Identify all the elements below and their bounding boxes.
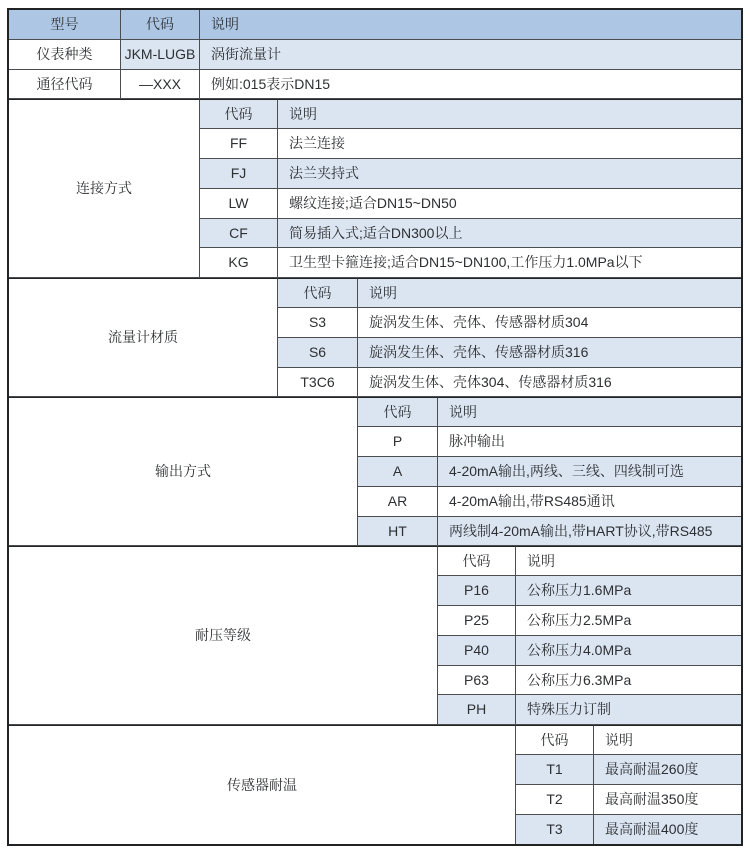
section-output-mode-item-P-desc: 脉冲输出 [438, 427, 741, 457]
section-sensor-temperature-label: 传感器耐温 [9, 725, 516, 844]
section-pressure-rating-item-PH-code: PH [438, 695, 516, 725]
section-output-mode-subheader-code: 代码 [358, 397, 438, 427]
section-output-mode-item-A-code: A [358, 457, 438, 487]
spec-selection-table [7, 8, 743, 846]
section-meter-material-label: 流量计材质 [9, 278, 278, 397]
main-header-code-cell: 代码 [121, 10, 200, 40]
section-output-mode-item-HT-code: HT [358, 517, 438, 547]
section-connection-type-subheader-desc: 说明 [278, 99, 741, 129]
main-header-model-cell: 型号 [9, 10, 121, 40]
row-diameter-code-desc: 例如:015表示DN15 [200, 70, 741, 100]
section-pressure-rating-item-P63-code: P63 [438, 666, 516, 696]
row-instrument-type-label: 仪表种类 [9, 40, 121, 70]
section-meter-material-item-S3-desc: 旋涡发生体、壳体、传感器材质304 [358, 308, 741, 338]
section-meter-material-item-S6-code: S6 [278, 338, 358, 368]
section-pressure-rating-subheader-code: 代码 [438, 546, 516, 576]
section-meter-material-item-S6-desc: 旋涡发生体、壳体、传感器材质316 [358, 338, 741, 368]
section-sensor-temperature-subheader-desc: 说明 [594, 725, 741, 755]
section-sensor-temperature-item-T2-desc: 最高耐温350度 [594, 785, 741, 815]
section-output-mode-item-P-code: P [358, 427, 438, 457]
section-sensor-temperature-item-T1-code: T1 [516, 755, 594, 785]
section-sensor-temperature-item-T3-code: T3 [516, 815, 594, 845]
section-sensor-temperature-item-T2-code: T2 [516, 785, 594, 815]
section-sensor-temperature-item-T1-desc: 最高耐温260度 [594, 755, 741, 785]
section-pressure-rating-item-P16-desc: 公称压力1.6MPa [516, 576, 741, 606]
section-connection-type-item-KG-desc: 卫生型卡箍连接;适合DN15~DN100,工作压力1.0MPa以下 [278, 248, 741, 278]
section-connection-type-item-CF-desc: 简易插入式;适合DN300以上 [278, 219, 741, 249]
section-connection-type-item-FJ-desc: 法兰夹持式 [278, 159, 741, 189]
section-pressure-rating-label: 耐压等级 [9, 546, 438, 725]
section-connection-type-label: 连接方式 [9, 99, 200, 278]
section-meter-material-item-T3C6-code: T3C6 [278, 368, 358, 398]
section-pressure-rating-subheader-desc: 说明 [516, 546, 741, 576]
section-connection-type-item-CF-code: CF [200, 219, 278, 249]
section-connection-type-item-FJ-code: FJ [200, 159, 278, 189]
section-meter-material-item-T3C6-desc: 旋涡发生体、壳体304、传感器材质316 [358, 368, 741, 398]
section-sensor-temperature-subheader-code: 代码 [516, 725, 594, 755]
section-meter-material-subheader-desc: 说明 [358, 278, 741, 308]
section-meter-material-item-S3-code: S3 [278, 308, 358, 338]
section-output-mode-subheader-desc: 说明 [438, 397, 741, 427]
section-pressure-rating-item-P25-code: P25 [438, 606, 516, 636]
row-diameter-code-code: —XXX [121, 70, 200, 100]
section-connection-type-item-FF-desc: 法兰连接 [278, 129, 741, 159]
row-diameter-code-label: 通径代码 [9, 70, 121, 100]
section-pressure-rating-item-P16-code: P16 [438, 576, 516, 606]
section-connection-type-item-KG-code: KG [200, 248, 278, 278]
section-meter-material-subheader-code: 代码 [278, 278, 358, 308]
row-instrument-type-desc: 涡街流量计 [200, 40, 741, 70]
section-pressure-rating-item-PH-desc: 特殊压力订制 [516, 695, 741, 725]
section-connection-type-item-LW-code: LW [200, 189, 278, 219]
section-connection-type-item-FF-code: FF [200, 129, 278, 159]
section-pressure-rating-item-P40-desc: 公称压力4.0MPa [516, 636, 741, 666]
section-sensor-temperature-item-T3-desc: 最高耐温400度 [594, 815, 741, 845]
section-pressure-rating-item-P63-desc: 公称压力6.3MPa [516, 666, 741, 696]
section-connection-type-subheader-code: 代码 [200, 99, 278, 129]
section-output-mode-item-AR-desc: 4-20mA输出,带RS485通讯 [438, 487, 741, 517]
section-pressure-rating-item-P40-code: P40 [438, 636, 516, 666]
row-instrument-type-code: JKM-LUGB [121, 40, 200, 70]
section-output-mode-item-AR-code: AR [358, 487, 438, 517]
section-connection-type-item-LW-desc: 螺纹连接;适合DN15~DN50 [278, 189, 741, 219]
section-pressure-rating-item-P25-desc: 公称压力2.5MPa [516, 606, 741, 636]
section-output-mode-item-HT-desc: 两线制4-20mA输出,带HART协议,带RS485 [438, 517, 741, 547]
section-output-mode-item-A-desc: 4-20mA输出,两线、三线、四线制可选 [438, 457, 741, 487]
section-output-mode-label: 输出方式 [9, 397, 358, 546]
main-header-desc-cell: 说明 [200, 10, 741, 40]
